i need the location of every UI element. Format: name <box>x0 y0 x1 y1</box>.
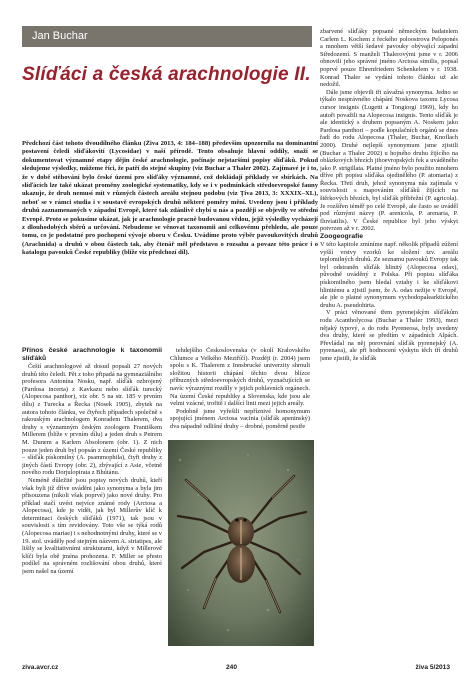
body-paragraph: V práci věnované třem pyrenejským slíďákům rodu Acantholycosa (Buchar a Thaler 1993), mezi nějaký typový, a do rodu Pyreneosa, byly uvedeny dva druhy, které se předtím v západních Alpách. Převládal na něj porovnání slíďák pyrenejský (A. pyrenaea), ale při hodnocení výskytu těch tří druhů jsme zjistili, že slíďák <box>320 309 458 362</box>
footer-issue: živa 5/2013 <box>415 664 450 671</box>
body-paragraph: Neméně důležité jsou popisy nových druhů, kteří však byli již dříve uváděni jako synonyma a byla jim přisouzena (nikoli však poprvé) jako nové druhy. Pro příklad stačí uvést nejvíce známé rody (Arctosa a Alopecosa), kde je vidět, jak byl Millerův klíč k determinaci českých slíďáků (1971), tak jsou v souvislosti s tím revidovány. Toto vše se týká rodů (Alopecosa mariae) i s nehodnotnými druhy, které se v 19. stol. uváděly pod stejným názvem A. striatipes, ale lišily se kvalitativními strukturami, když v Millerově klíči byla obě jména prohozena. F. Miller se přesto podílel na správném rozlišování obou druhů, které jsem našel na území <box>22 476 162 576</box>
column-middle <box>170 347 310 437</box>
column-right <box>320 28 458 648</box>
section-heading: Přínos české arachnologie k taxonomii slíďáků <box>22 347 162 362</box>
body-paragraph: Podobně jsme vyřešili nepříznivé homonymum spojující jménem Arctosa vacinia (slíďák apeninský) dva nápadně odlišné druhy – drobné, poměrně pestře <box>170 407 310 430</box>
body-paragraph: zbarvené slíďáky popsané německým badatelem Carlem L. Kochem z řeckého poloostrova Peloponés a mnohem větší šedavé pavouky obývající západní Středozemí. S manželi Thalerovými jsme v r. 2006 obnovili jeho správné jméno Arctosa similis, popsal poprvé pouze Ehrenfriedem Schenkelem v r. 1938. Konrad Thaler se vydání tohoto článku už ale nedožil. <box>320 28 458 89</box>
lead-paragraph: Předchozí část tohoto dvoudílného článku (Živa 2013, 4: 184–188) především upozornila na dominantní postavení čeledi slíďákovití (Lycosidae) v naší přírodě. Tento obsahuje hlavní oddíly, snaží se dokumentovat významné etapy dějin české arachnologie, počínaje nejstaršími popisy slíďáků. Pokud sledujeme výsledky, můžeme říci, že patří do stejné skupiny (viz Buchar a Thaler 2002). Zajímavé je i to, že v době stěhování bylo české území pro slíďáky významné, což dokládají příklady ve sbírkách. Na slíďácích lze také ukázat proměny zoologické systematiky, kdy se i v podmínkách středoevropské fauny ukazuje, že druh nemusí mít v různých částech areálu stejnou podobu (viz Ţíva 2013, 3: XXXIX–XL), neboť se v rámci studia i v soustavě evropských druhů některé poměry mění. Uvedeny jsou i příklady druhů zaznamenaných v západní Evropě, které tak zdánlivě chybí u nás a později se objevily ve střední Evropě. Proto se pokusíme ukázat, jak je arachnologie pracně budovanou vědou, jejíž výsledky vycházejí z dlouhodobých sběrů a určování. Nebudeme se věnovat taxonomii ani celkovému přehledu, ale pouze tomu, co je podstatné pro pochopení vývoje oboru v Česku. Uvádíme proto výběr pavoukovitých druhů (Arachnida) a druhů v obou částech tak, aby čtenář měl představu o rozsahu a povaze této práce i o katalogu pavouků České republiky (blíže viz předchozí díl). <box>22 140 318 257</box>
article-title: Slíďáci a česká arachnologie II. <box>22 64 311 85</box>
article-lead <box>22 140 318 340</box>
footer-page-number: 240 <box>226 664 238 671</box>
column-left <box>22 347 162 651</box>
body-paragraph: V této kapitole zmíníme např. několik případů zúžení vyšší vrstvy vzorků ke složení tzv. areálu teplomilných druhů. Ze seznamu pavouků Evropy tak byl odstraněn slíďák hlinitý (Alopecosa odax), původně uváděný z Polska. Při popisu slíďáka pískomilného jsem hledal vztahy i ke slíďákovi hlinitému a zjistil jsem, že A. odax nežije v Evropě, ale jde o platné synonymum vychodopalearktického druhu A. pseudohirta. <box>320 241 458 309</box>
spider-photo <box>168 440 314 646</box>
page-footer <box>0 664 474 676</box>
body-paragraph: Dále jsme objevili tři závažná synonyma. Jedno se týkalo nesprávného chápání Noskova taxonu Lycosa cursor insignis (Lugetti a Tongiorgi 1969), kdy ho autoři považili na Alopecosa insignis. Tento slíďák je ale identický s druhem popsaným A. Noskem jako Pardosa panthori – podle kopulačních orgánů se dnes řadí do rodu Alopecosa (Thaler, Buchar, Knoflach 2000). Druhé nejlepší synonymum jsme zjistili (Buchar a Thaler 2002) u hojného druhu žijícího na oblázkových březích jihoevropských řek a uváděného jako P. strigillata. Platné jméno bylo použito mnohem dříve při popisu slíďáka ojedinělého (P. atomaria) z Řecka. Třetí druh, jehož synonyma nás zajímala v souvislosti s mapováním slíďáků žijících na štěrkových březích, byl slíďák příbřežní (P. agricola). Je rozšířen téměř po celé Evropě, ale často se uváděl pod různými názvy (P. arenicola, P. arenaria, P. fluviatilis). V České republice byl jeho výskyt potvrzen až v r. 2002. <box>320 88 458 233</box>
body-paragraph: Čeští arachnologové až dosud popsali 27 nových druhů této čeledi. Pět z toho připadá na gymnaziálního profesora Antonína Nosku, např. slíďák ozbrojený (Pardosa incerta) z Kavkazu nebo slíďák turecký (Alopecosa panthor), viz obr. 5 na str. 185 v prvním dílu) z Turecka a Řecka (Nosek 1905), zbytek na autora tohoto článku, ve čtyřech případech společně s rakouským arachnologem Konradem Thalerem, dva druhy s významným českým zoologem Františkem Millerem (blíže v prvním dílu) a jeden druh s Petrem M. Dunem a Karlem Absolonem (obr. 1). Z nich pouze jeden druh byl popsán z území České republiky – slíďák pískomilný (A. psammophila), čtyři druhy z jiných částí Evropy (obr. 2), zbývající z Asie, včetně nového rodu Dorjulopirata z Bhútánu. <box>22 363 162 477</box>
author-name-bar: Jan Buchar <box>22 26 312 47</box>
section-heading: Zoogeografie <box>320 233 364 241</box>
footer-website: ziva.avcr.cz <box>22 664 59 671</box>
spider-illustration <box>168 440 314 646</box>
body-paragraph: tehdejšího Československa (v okolí Kralovského Chlumce a Velkého Meziříčí). Později (r. 2004) jsem spolu s K. Thalerem z Innsbrucké univerzity shrnuli složitou historii chápání těchto dvou blízce příbuzných středoevropských druhů, vyznačujících se navíc výraznými rozdíly v jejich pohlavních orgánech. Na území České republiky a Slovenska, kde jsou ale velmi vzácné, trofitě i dalšící linii mezi jejich areály. <box>170 347 310 408</box>
